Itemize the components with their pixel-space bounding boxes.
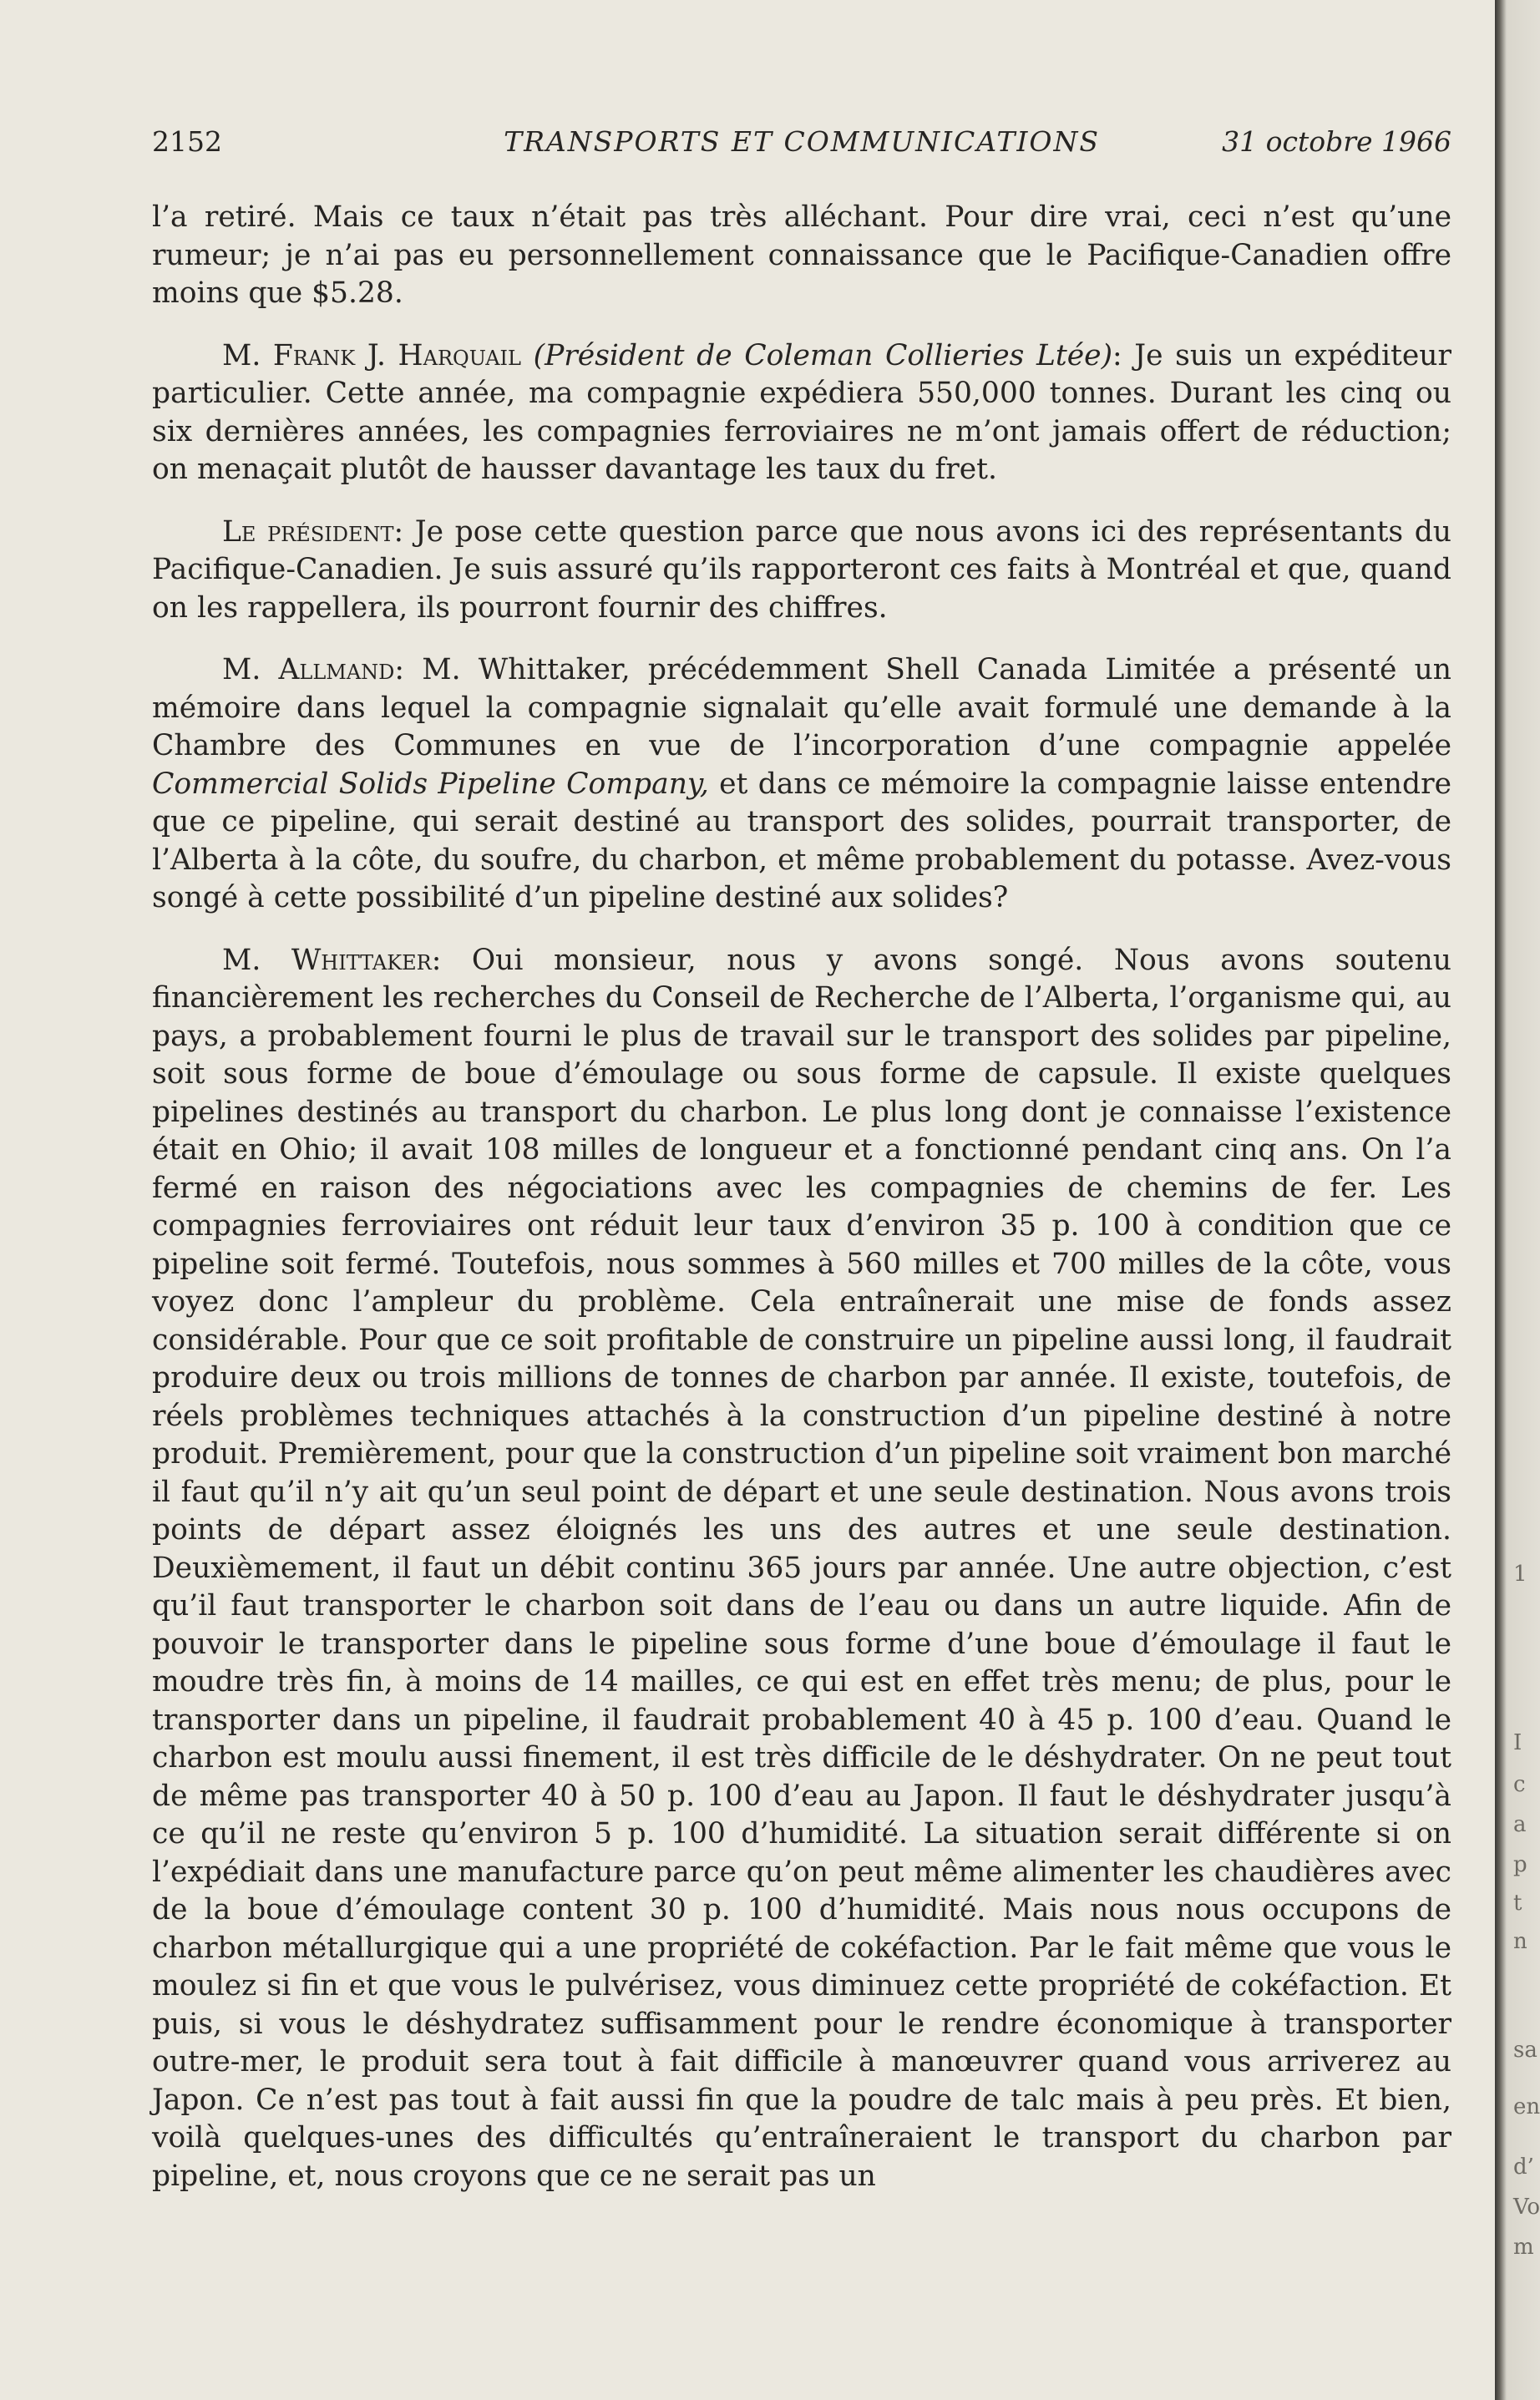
speaker-name: M. Allmand — [222, 653, 395, 686]
speaker-name: M. Frank J. Harquail — [222, 338, 521, 372]
paragraph-text-cont: et dans ce mémoire la compagnie laisse entendre que ce pipeline, qui serait destiné au transport des solides, pourrait transporter, de l’Alberta à la côte, du soufre, du charbon, et même probablement du potasse. Avez-vous songé à cette possibilité d’un pipeline destiné aux solides? — [152, 767, 1451, 914]
body-text — [152, 199, 1451, 2220]
running-title: TRANSPORTS ET COMMUNICATIONS — [504, 125, 1100, 158]
adjacent-page-fragment: c — [1513, 1772, 1526, 1797]
paragraph-text: Je pose cette question parce que nous avons ici des représentants du Pacifique-Canadien. Je suis assuré qu’ils rapporteront ces faits à Montréal et que, quand on les rappellera, ils pourront fournir des chiffres. — [152, 514, 1451, 625]
paragraph-continuation — [152, 199, 1451, 313]
adjacent-page-fragment: Vo — [1513, 2195, 1540, 2220]
speaker-name: Le président — [222, 514, 394, 549]
header-date: 31 octobre 1966 — [1222, 125, 1451, 158]
speaker-separator: : — [1112, 338, 1122, 372]
speaker-name: M. Whittaker — [222, 943, 432, 977]
speaker-separator: : — [393, 514, 404, 549]
speaker-separator: : — [431, 943, 442, 977]
page-header — [152, 125, 1451, 167]
adjacent-page-fragment: m — [1513, 2235, 1534, 2260]
adjacent-page-fragment: p — [1513, 1852, 1527, 1877]
adjacent-page-fragment: en — [1513, 2094, 1540, 2119]
paragraph-allmand — [152, 651, 1451, 918]
paragraph-text: M. Whittaker, précédemment Shell Canada Limitée a présenté un mémoire dans lequel la compagnie signalait qu’elle avait formulé une demande à la Chambre des Communes en vue de l’incorporation d’une compagnie appelée — [152, 653, 1451, 762]
paragraph-text: Je suis un expéditeur particulier. Cette année, ma compagnie expédiera 550,000 tonnes. Durant les cinq ou six dernières années, les compagnies ferroviaires ne m’ont jamais offert de réduction; on menaçait plutôt de hausser davantage les taux du fret. — [152, 338, 1452, 486]
adjacent-page-fragment: sa — [1513, 2038, 1537, 2063]
adjacent-page-fragment: a — [1513, 1812, 1527, 1837]
adjacent-page-fragment: n — [1513, 1929, 1527, 1954]
adjacent-page-fragment: t — [1513, 1891, 1522, 1916]
adjacent-page-fragment: 1 — [1513, 1562, 1527, 1587]
paragraph-president — [152, 514, 1451, 628]
paragraph-whittaker — [152, 942, 1451, 2196]
paragraph-text: Oui monsieur, nous y avons songé. Nous avons soutenu financièrement les recherches du Conseil de Recherche de l’Alberta, l’organisme qui, au pays, a probablement fourni le plus de travail sur le transport des solides par pipeline, soit sous forme de boue d’émoulage ou sous forme de capsule. Il existe quelques pipelines destinés au transport du charbon. Le plus long dont je connaisse l’existence était en Ohio; il avait 108 milles de longueur et a fonctionné pendant cinq ans. On l’a fermé en raison des négociations avec les compagnies de chemins de fer. Les compagnies ferroviaires ont réduit leur taux d’environ 35 p. 100 à condition que ce pipeline soit fermé. Toutefois, nous sommes à 560 milles et 700 milles de la côte, vous voyez donc l’ampleur du problème. Cela entraînerait une mise de fonds assez considérable. Pour que ce soit profitable de construire un pipeline aussi long, il faudrait produire deux ou trois millions de tonnes de charbon par année. Il existe, toutefois, de réels problèmes techniques attachés à la construction d’un pipeline destiné à notre produit. Premièrement, pour que la construction d’un pipeline soit vraiment bon marché il faut qu’il n’y ait qu’un seul point de départ et une seule destination. Nous avons trois points de départ assez éloignés les uns des autres et une seule destination. Deuxièmement, il faut un débit continu 365 jours par année. Une autre objection, c’est qu’il faut transporter le charbon soit dans de l’eau ou dans un autre liquide. Afin de pouvoir le transporter dans le pipeline sous forme d’une boue d’émoulage il faut le moudre très fin, à moins de 14 mailles, ce qui est en effet très menu; de plus, pour le transporter dans un pipeline, il faudrait probablement 40 à 45 p. 100 d’eau. Quand le charbon est moulu aussi finement, il est très difficile de le déshydrater. On ne peut tout de même pas transporter 40 à 50 p. 100 d’eau au Japon. Il faut le déshydrater jusqu’à ce qu’il ne reste qu’environ 5 p. 100 d’humidité. La situation serait différente si on l’expédiait dans une manufacture parce qu’on peut même alimenter les chaudières avec de la boue d’émoulage content 30 p. 100 d’humidité. Mais nous nous occupons de charbon métallurgique qui a une propriété de cokéfaction. Par le fait même que vous le moulez si fin et que vous le pulvérisez, vous diminuez cette propriété de cokéfaction. Et puis, si vous le déshydratez suffisamment pour le rendre économique à transporter outre-mer, le produit sera tout à fait difficile à manœuvrer quand vous arriverez au Japon. Ce n’est pas tout à fait aussi fin que la poudre de talc mais à peu près. Et bien, voilà quelques-unes des difficultés qu’entraîneraient le transport du charbon par pipeline, et, nous croyons que ce ne serait pas un — [152, 943, 1451, 2193]
speaker-affiliation: (Président de Coleman Collieries Ltée) — [533, 338, 1113, 372]
adjacent-page-edge — [1495, 0, 1540, 2400]
company-name: Commercial Solids Pipeline Company, — [152, 767, 709, 801]
adjacent-page-fragment: d’ — [1513, 2154, 1534, 2180]
paragraph-text: l’a retiré. Mais ce taux n’était pas très alléchant. Pour dire vrai, ceci n’est qu’une rumeur; je n’ai pas eu personnellement connaissance que le Pacifique-Canadien offre moins que $5.28. — [152, 200, 1451, 310]
adjacent-page-fragment: I — [1513, 1730, 1522, 1755]
paragraph-harquail — [152, 337, 1451, 489]
speaker-separator: : — [394, 653, 405, 686]
page-number: 2152 — [152, 125, 222, 158]
